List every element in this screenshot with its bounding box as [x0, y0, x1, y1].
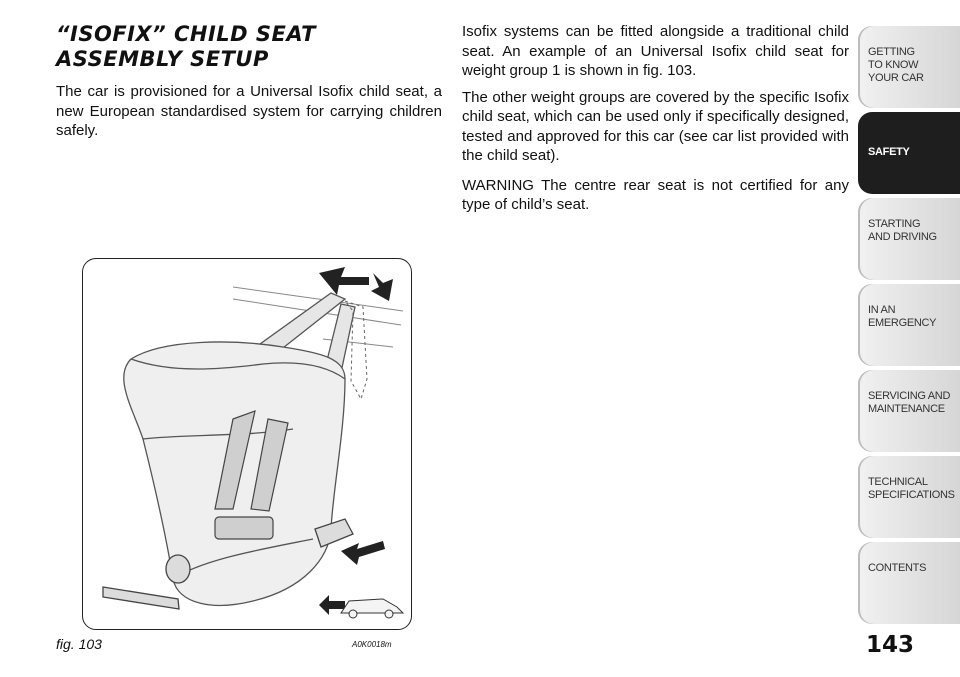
right-column: [462, 22, 849, 222]
tab-label: TECHNICAL SPECIFICATIONS: [868, 476, 955, 501]
child-seat-drawing: [83, 259, 412, 630]
weight-groups-paragraph: The other weight groups are covered by the specific Isofix child seat, which can be used only if specifically designed, tested and approved for this car (see car list provided with the child seat).: [462, 88, 849, 164]
tab-label: SAFETY: [868, 146, 910, 158]
tab-technical[interactable]: [858, 456, 960, 538]
figure-code: A0K0018m: [352, 640, 392, 649]
left-column: [56, 82, 442, 141]
tab-label: STARTING AND DRIVING: [868, 218, 937, 243]
tab-starting-driving[interactable]: [858, 198, 960, 280]
warning-paragraph: WARNING The centre rear seat is not certified for any type of child’s seat.: [462, 176, 849, 213]
intro-paragraph: The car is provisioned for a Universal Isofix child seat, a new European standardised system for carrying children safely.: [56, 83, 442, 139]
isofix-paragraph: Isofix systems can be fitted alongside a traditional child seat. An example of an Universal Isofix child seat for weight group 1 is shown in fig. 103.: [462, 23, 849, 79]
tab-getting-to-know[interactable]: [858, 26, 960, 108]
page-number: 143: [866, 632, 915, 658]
tab-contents[interactable]: [858, 542, 960, 624]
chapter-tabs: [858, 26, 960, 628]
tab-label: CONTENTS: [868, 562, 927, 574]
tab-servicing[interactable]: [858, 370, 960, 452]
figure-caption: fig. 103: [56, 636, 102, 652]
tab-emergency[interactable]: [858, 284, 960, 366]
tab-label: GETTING TO KNOW YOUR CAR: [868, 46, 924, 84]
child-seat-illustration: [82, 258, 412, 630]
section-heading: “ISOFIX” CHILD SEAT ASSEMBLY SETUP: [56, 22, 316, 71]
tab-label: SERVICING AND MAINTENANCE: [868, 390, 951, 415]
tab-label: IN AN EMERGENCY: [868, 304, 937, 329]
tab-safety[interactable]: [858, 112, 960, 194]
